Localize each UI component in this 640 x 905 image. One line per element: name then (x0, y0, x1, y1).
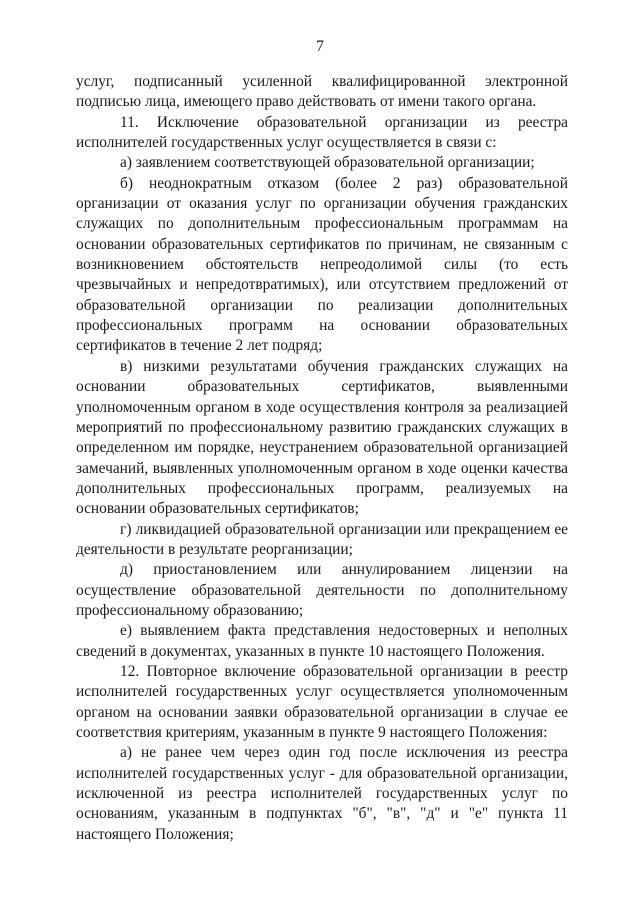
paragraph-continuation: услуг, подписанный усиленной квалифицированной электронной подписью лица, имеющего право действовать от имени такого органа. (76, 73, 568, 111)
paragraph-item-11: 11. Исключение образовательной организации из реестра исполнителей государственных услуг осуществляется в связи с: (76, 113, 568, 152)
paragraph-item-12: 12. Повторное включение образовательной организации в реестр исполнителей государственных услуг осуществляется уполномоченным органом на основании заявки образовательной организации в случае ее соответствия критериям, указанным в пункте 9 настоящего Положения: (76, 662, 568, 741)
paragraph-item-12-subitem-a: а) не ранее чем через один год после исключения из реестра исполнителей государственных услуг - для образовательной организации, исключенной из реестра исполнителей государственных услуг по основаниям, указанным в подпунктах "б", "в", "д" и "е" пункта 11 настоящего Положения; (76, 744, 568, 843)
paragraph-subitem-g: г) ликвидацией образовательной организации или прекращением ее деятельности в результате реорганизации; (76, 520, 568, 558)
paragraph-subitem-v: в) низкими результатами обучения гражданских служащих на основании образовательных сертификатов, выявленными уполномоченным органом в ходе осуществления контроля за реализацией мероприятий по профессиональному развитию гражданских служащих в определенном им порядке, неустранением образовательной организацией замечаний, выявленных уполномоченным органом в ходе оценки качества дополнительных профессиональных программ, реализуемых на основании образовательных сертификатов; (76, 357, 568, 518)
paragraph-subitem-a: а) заявлением соответствующей образовательной организации; (120, 154, 535, 172)
paragraph-subitem-e: е) выявлением факта представления недостоверных и неполных сведений в документах, указанных в пункте 10 настоящего Положения. (76, 622, 568, 660)
page-number: 7 (316, 38, 324, 55)
paragraph-subitem-b: б) неоднократным отказом (более 2 раз) образовательной организации от оказания услуг по организации обучения гражданских служащих по дополнительным профессиональным программам на основании образовательных сертификатов по причинам, не связанным с возникновением обстоятельств непреодолимой силы (то есть чрезвычайных и непредотвратимых), или отсутствием предложений от образовательной организации по реализации дополнительных профессиональных программ на основании образовательных сертификатов в течение 2 лет подряд; (76, 174, 568, 355)
paragraph-subitem-d: д) приостановлением или аннулированием лицензии на осуществление образовательной деятельности по дополнительному профессиональному образованию; (76, 561, 568, 619)
document-body (76, 72, 568, 845)
